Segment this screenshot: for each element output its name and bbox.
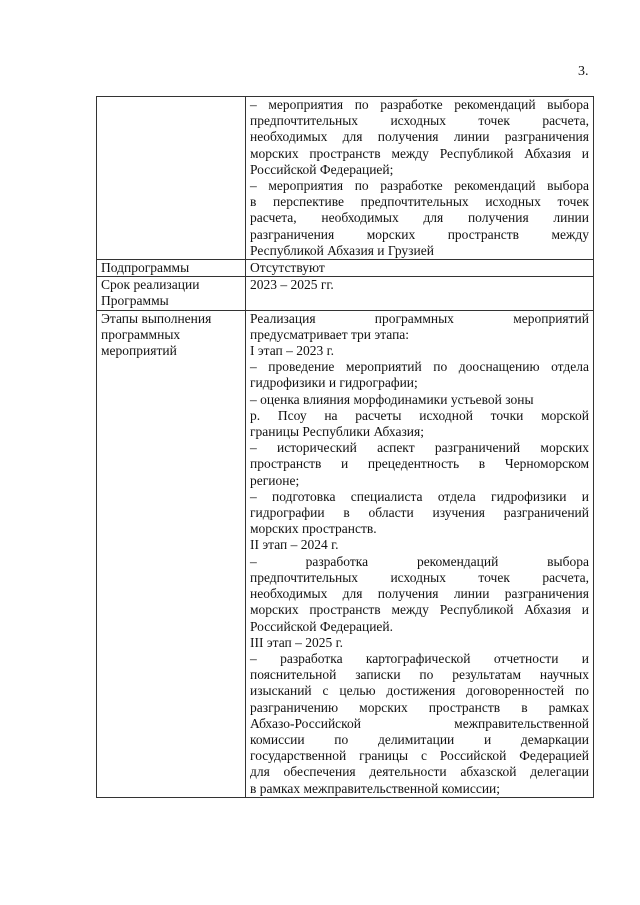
program-passport-table: [96, 96, 594, 798]
label-line: мероприятий: [101, 343, 177, 359]
text-line: – разработка картографической отчетности и: [250, 650, 589, 666]
text-line: – мероприятия по разработке рекомендаций выбора: [250, 97, 589, 112]
text-line: пространств и прецедентность в Черноморском: [250, 456, 589, 472]
text-line: морских пространств между Республикой Абхазия и: [250, 145, 589, 161]
text-line: – оценка влияния морфодинамики устьевой зоны: [250, 391, 534, 407]
text-line: разграничения морских пространств между: [250, 226, 589, 242]
objectives-cell: [246, 97, 594, 260]
text-line: предпочтительных исходных точек расчета,: [250, 569, 589, 585]
label-line: Этапы выполнения: [101, 310, 212, 326]
subprograms-value: Отсутствуют: [246, 260, 594, 277]
text-line: пояснительной записки по результатам научных: [250, 667, 589, 683]
text-line: р. Псоу на расчеты исходной точки морской: [250, 407, 589, 423]
text-line: разграничению морских пространств в рамках: [250, 699, 589, 715]
subprograms-label: Подпрограммы: [97, 260, 246, 277]
text-line: предпочтительных исходных точек расчета,: [250, 113, 589, 129]
text-line: расчета, необходимых для получения линии: [250, 210, 589, 226]
text-line: морских пространств.: [250, 521, 377, 537]
text-line: государственной границы с Российской Федерацией: [250, 748, 589, 764]
text-line: границы Республики Абхазия;: [250, 424, 424, 440]
page-number: 3.: [578, 64, 589, 79]
table-row: [97, 310, 594, 797]
stage-heading: III этап – 2025 г.: [250, 634, 344, 650]
text-line: Российской Федерацией.: [250, 618, 394, 634]
text-line: – исторический аспект разграничений морских: [250, 440, 589, 456]
text-line: Республикой Абхазия и Грузией: [250, 242, 434, 258]
label-line: Программы: [101, 293, 169, 309]
stages-label: [97, 310, 246, 797]
text-line: гидрофизики и гидрографии;: [250, 375, 418, 391]
text-line: гидрографии в области изучения разграничений: [250, 505, 589, 521]
text-line: необходимых для получения линии разграничения: [250, 586, 589, 602]
text-line: в перспективе предпочтительных исходных точек: [250, 194, 589, 210]
period-value: 2023 – 2025 гг.: [246, 277, 594, 310]
text-line: изысканий с целью достижения договоренностей по: [250, 683, 589, 699]
stage-heading: I этап – 2023 г.: [250, 343, 335, 359]
text-line: Российской Федерацией;: [250, 161, 394, 177]
text-line: морских пространств между Республикой Абхазия и: [250, 602, 589, 618]
text-line: – проведение мероприятий по дооснащению отдела: [250, 359, 589, 375]
stage-heading: II этап – 2024 г.: [250, 537, 339, 553]
text-line: для обеспечения деятельности абхазской делегации: [250, 764, 589, 780]
text-line: необходимых для получения линии разграничения: [250, 129, 589, 145]
text-line: Абхазо-Российской межправительственной: [250, 715, 589, 731]
text-line: – разработка рекомендаций выбора: [250, 553, 589, 569]
table-row: [97, 97, 594, 260]
period-label: [97, 277, 246, 310]
text-line: предусматривает три этапа:: [250, 326, 410, 342]
text-line: в рамках межправительственной комиссии;: [250, 780, 501, 796]
text-line: Реализация программных мероприятий: [250, 310, 589, 326]
text-line: комиссии по делимитации и демаркации: [250, 731, 589, 747]
label-line: Срок реализации: [101, 277, 200, 293]
text-line: – мероприятия по разработке рекомендаций выбора: [250, 178, 589, 194]
row-label-empty: [97, 97, 246, 260]
text-line: – подготовка специалиста отдела гидрофизики и: [250, 488, 589, 504]
text-line: регионе;: [250, 472, 300, 488]
stages-cell: [246, 310, 594, 797]
label-line: программных: [101, 326, 181, 342]
table-row: [97, 277, 594, 310]
table-row: [97, 260, 594, 277]
